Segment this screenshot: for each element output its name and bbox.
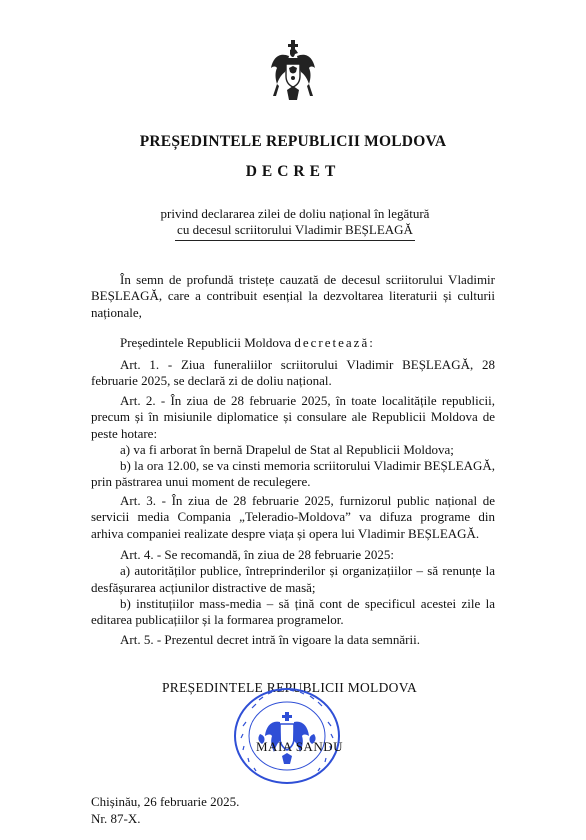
subject-line-2: cu decesul scriitorului Vladimir BEȘLEAGĂ [177, 222, 413, 237]
preamble-paragraph: În semn de profundă tristețe cauzată de decesul scriitorului Vladimir BEȘLEAGĂ, care a contribuit esențial la dezvoltarea literaturii și culturii naționale, [91, 272, 495, 320]
signature-title: PREȘEDINTELE REPUBLICII MOLDOVA [162, 680, 418, 695]
article-3: Art. 3. - În ziua de 28 februarie 2025, furnizorul public național de servicii media Compania „Teleradio-Moldova” va difuza programe din arhiva companiei realizate despre viața și opera lui Vladimir BEȘLEAGĂ. [91, 493, 495, 541]
article-3-block [91, 493, 495, 542]
decree-body [91, 272, 495, 321]
decree-formula-verb: decretează [294, 335, 370, 350]
article-2-block [91, 393, 495, 491]
article-5-block [91, 632, 495, 648]
seal-stamp-icon [232, 686, 342, 786]
article-4-item-a: a) autorităților publice, întreprinderilor și organizațiilor – să renunțe la desfășurarea acțiunilor distractive de masă; [91, 563, 495, 595]
decree-number: Nr. 87-X. [91, 811, 141, 826]
coat-of-arms-icon [269, 38, 317, 104]
article-2-item-a: a) va fi arborat în bernă Drapelul de Stat al Republicii Moldova; [120, 441, 454, 457]
decree-issuer-title: PREȘEDINTELE REPUBLICII MOLDOVA [139, 133, 447, 150]
decree-formula-block [91, 335, 495, 351]
decree-formula-colon: : [369, 335, 373, 350]
decree-formula [91, 335, 495, 351]
article-2-item-b: b) la ora 12.00, se va cinsti memoria scriitorului Vladimir BEȘLEAGĂ, prin păstrarea unui moment de reculegere. [91, 458, 495, 490]
subject-underline [175, 240, 415, 241]
decree-type-title: DECRET [245, 163, 341, 180]
place-and-date: Chișinău, 26 februarie 2025. [91, 794, 240, 809]
article-4-item-b: b) instituțiilor mass-media – să țină cont de specificul acestei zile la editarea publicațiilor și la formarea programelor. [91, 595, 495, 628]
article-1-block [91, 357, 495, 390]
decree-formula-text: Președintele Republicii Moldova [120, 335, 295, 350]
article-2: Art. 2. - În ziua de 28 februarie 2025, în toate localitățile republicii, precum și în misiunile diplomatice și consulare ale Republicii Moldova de peste hotare: [91, 393, 495, 441]
article-4-block [91, 547, 495, 628]
article-4: Art. 4. - Se recomandă, în ziua de 28 februarie 2025: [120, 547, 394, 562]
article-5: Art. 5. - Prezentul decret intră în vigoare la data semnării. [120, 632, 420, 647]
article-1: Art. 1. - Ziua funeraliilor scriitorului Vladimir BEȘLEAGĂ, 28 februarie 2025, se declară zi de doliu național. [91, 357, 495, 389]
subject-line-1: privind declararea zilei de doliu național în legătură [160, 206, 430, 221]
signatory-name: MAIA SANDU [256, 739, 343, 754]
